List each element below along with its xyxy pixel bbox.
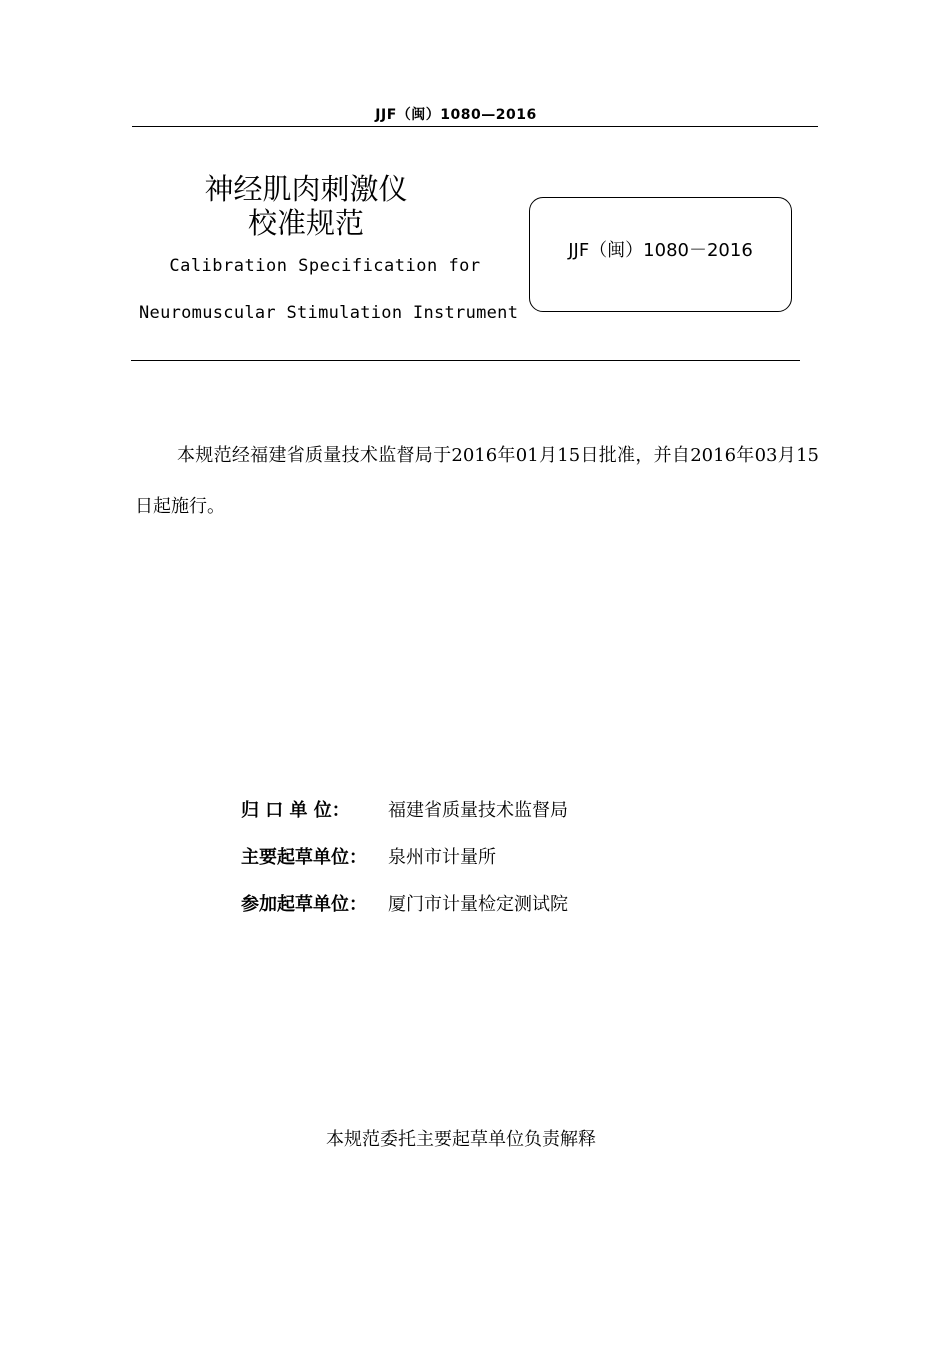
header-standard-code: JJF（闽）1080—2016 [375,107,537,123]
unit-row-main-drafting [241,843,568,890]
interpretation-note: 本规范委托主要起草单位负责解释 [326,1129,596,1150]
standard-code-box [529,197,792,312]
title-chinese-line1: 神经肌肉刺激仪 [204,172,408,206]
unit-label: 参加起草单位： [241,894,367,915]
title-chinese-line2: 校准规范 [247,206,364,240]
responsible-units [241,796,568,937]
unit-label: 归 口 单 位： [241,800,350,821]
header-divider [132,126,818,127]
unit-value: 福建省质量技术监督局 [388,800,568,821]
title-english-line1: Calibration Specification for [169,256,481,276]
standard-code-box-text: JJF（闽）1080－2016 [568,240,753,261]
title-block [140,172,472,240]
unit-value: 泉州市计量所 [388,847,496,868]
title-english-line2: Neuromuscular Stimulation Instrument [139,303,519,323]
unit-value: 厦门市计量检定测试院 [388,894,568,915]
title-divider [131,360,800,361]
approval-statement: 本规范经福建省质量技术监督局于2016年01月15日批准，并自2016年03月15日起施行。 [135,445,819,517]
unit-row-participating-drafting [241,890,568,937]
unit-label: 主要起草单位： [241,847,367,868]
unit-row-administering [241,796,568,843]
